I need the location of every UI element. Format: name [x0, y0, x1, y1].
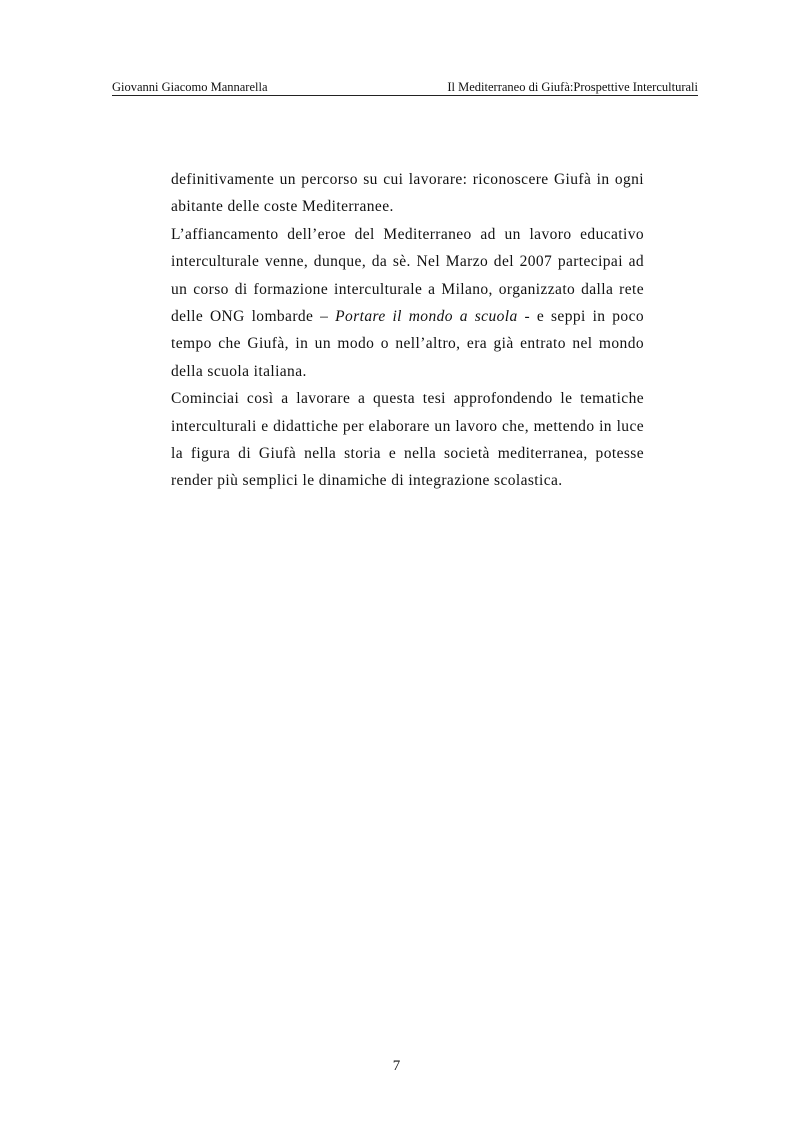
italic-title: Portare il mondo a scuola — [335, 308, 518, 326]
paragraph-2 — [171, 221, 644, 385]
paragraph-2-text-start: L’affiancamento dell’eroe del Mediterraneo ad un lavoro educativo interculturale venne, dunque, da sè. Nel Marzo del 2007 partecipai ad un corso di formazione interculturale a Milano, organizzato dalla rete delle ONG lombarde – — [171, 225, 644, 326]
page-number: 7 — [392, 1058, 401, 1074]
body-text — [171, 166, 644, 495]
running-header — [112, 79, 698, 96]
paragraph-2-text-end: - e seppi in poco tempo che Giufà, in un modo o nell’altro, era già entrato nel mondo della scuola italiana. — [171, 308, 644, 380]
header-author: Giovanni Giacomo Mannarella — [112, 80, 268, 94]
paragraph-3: Cominciai così a lavorare a questa tesi approfondendo le tematiche interculturali e didattiche per elaborare un lavoro che, mettendo in luce la figura di Giufà nella storia e nella società mediterranea, potesse render più semplici le dinamiche di integrazione scolastica. — [171, 390, 644, 490]
header-title: Il Mediterraneo di Giufà:Prospettive Interculturali — [447, 80, 698, 94]
paragraph-1: definitivamente un percorso su cui lavorare: riconoscere Giufà in ogni abitante delle coste Mediterranee. — [171, 171, 644, 216]
